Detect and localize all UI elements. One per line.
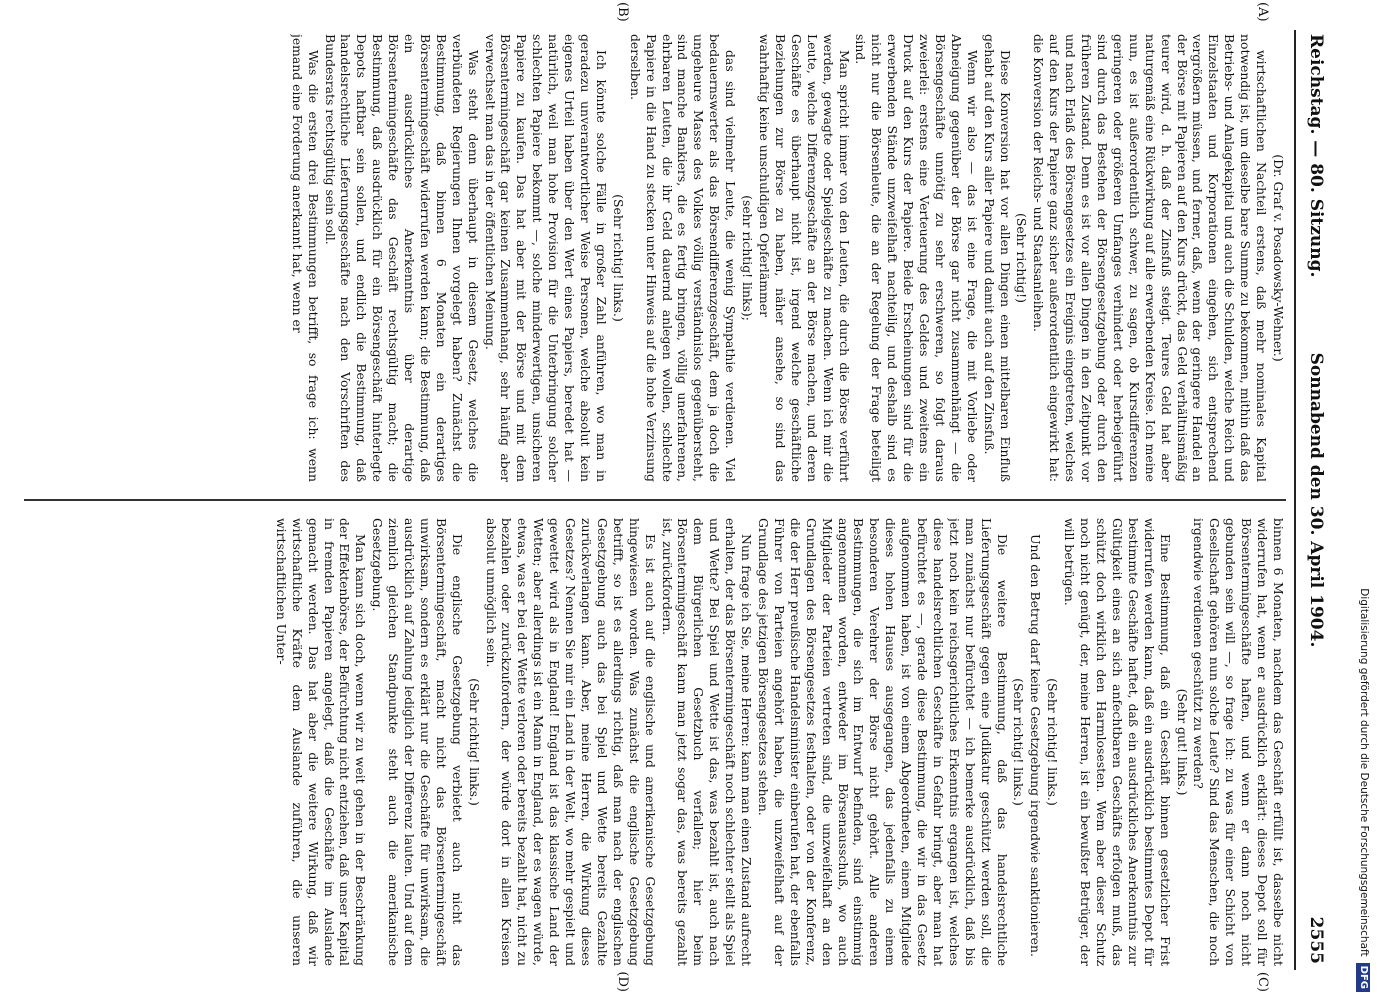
paragraph: Man spricht immer von den Leuten, die durch die Börse verführt werden, gewagte oder Spielgeschäfte zu machen. Wenn ich mir die Leute, welche Differenzgeschäfte an der Börse machen, und deren Geschäfte es überhaupt nicht ist, irgend welche geschäftliche Beziehungen zur Börse zu haben, näher ansehe, so sind das wahrhaftig keine unschuldigen Opferlämmer: [757, 34, 852, 482]
margin-mark-a: (A): [1255, 2, 1270, 22]
paragraph: Es ist auch auf die englische und amerikanische Gesetzgebung hingewiesen worden. Was zunächst die englische Gesetzgebung betrifft, so ist es allerdings richtig, daß man nach der englischen Gesetzgebung auch das bei Spiel und Wette bereits Gezahlte zurückverlangen kann. Aber, meine Herren, die Wirkung dieses Gesetzes? Nennen Sie mir ein Land in der Welt, wo mehr gespielt und gewettet wird als in England! England ist das klassische Land der Wetten; aber allerdings ist ein Mann in England, der es wagen würde, etwas, was er bei der Wette verloren oder bereits bezahlt hat, nicht zu bezahlen oder zurückzufordern, der würde dort in allen Kreisen absolut unmöglich sein.: [483, 518, 658, 966]
paragraph: Eine Bestimmung, daß ein Geschäft binnen gesetzlicher Frist widerrufen werden kann, daß ein ausdrücklich bestimmtes Depot für bestimmte Geschäfte haftet, daß ein ausdrückliches Anerkenntnis zur Gültigkeit eines an sich anfechtbaren Geschäfts erfolgen muß, das schützt doch wirklich den Harmlosesten. Wem aber dieser Schutz noch nicht genügt, der, meine Herren, ist ein bewußter Betrüger, der will betrügen.: [1062, 518, 1173, 966]
page-number: 2555: [1306, 916, 1326, 964]
paragraph: binnen 6 Monaten, nachdem das Geschäft erfüllt ist, dasselbe nicht widerrufen hat, wenn er ausdrücklich erklärt: dieses Depot soll für Börsentermingeschäfte haften, und wenn er dann noch nicht gebunden sein will —, so frage ich: zu was für einer Schicht von Gesellschaft gehören nun solche Leute? Sind das Menschen, die noch irgendwie verdienen geschützt zu werden?: [1191, 518, 1286, 966]
paragraph: Nun frage ich Sie, meine Herren: kann man einen Zustand aufrecht erhalten, der das Börsentermingeschäft noch schlechter stellt als Spiel und Wette? Bei Spiel und Wette ist das, was bezahlt ist, auch nach dem Bürgerlichen Gesetzbuch verfallen; hier beim Börsentermingeschäft kann man jetzt sogar das, was bereits gezahlt ist, zurückfordern.: [659, 518, 755, 966]
paragraph: (Sehr richtig!): [1014, 213, 1030, 303]
paragraph: Was die ersten drei Bestimmungen betrifft, so frage ich: wenn jemand eine Forderung anerkannt hat, wenn er: [289, 34, 321, 482]
paragraph: Man kann sich doch, wenn wir zu weit gehen in der Beschränkung der Effektenbörse, der Befürchtung nicht entziehen, daß unser Kapital in fremden Papieren angelegt, daß die Geschäfte im Auslande gemacht werden. Das hat aber die weitere Wirkung, daß wir wirtschaftliche Kräfte dem Auslande zuführen, die unseren wirtschaftlichen Unter-: [273, 518, 369, 966]
paragraph: Die englische Gesetzgebung verbietet auch nicht das Börsentermingeschäft, macht nicht das Börsentermingeschäft unwirksam, sondern es erklärt nur die Geschäfte für unwirksam, die ausdrücklich auf Zahlung lediglich der Differenz lauten. Und auf dem ziemlich gleichen Standpunkte steht auch die amerikanische Gesetzgebung.: [370, 518, 465, 966]
running-header: [1294, 30, 1330, 970]
paragraph: Diese Konversion hat vor allen Dingen einen mittelbaren Einfluß gehabt auf den Kurs aller Papiere und damit auch auf den Zinsfuß.: [981, 34, 1013, 482]
paragraph: Und den Betrug darf keine Gesetzgebung irgendwie sanktionieren.: [1028, 534, 1044, 957]
paragraph: (Sehr richtig! links.): [1011, 678, 1027, 806]
rotated-page: [20, 2, 1330, 992]
paragraph: Was steht denn überhaupt in diesem Gesetz, welches die verbündeten Regierungen Ihnen vorgelegt haben? Zunächst die Bestimmung, daß binnen 6 Monaten ein derartiges Börsentermingeschäft widerrufen werden kann; die Bestimmung, daß ein ausdrückliches Anerkenntnis über derartige Börsentermingeschäfte das Geschäft rechtsgültig macht; die Bestimmung, daß ausdrücklich für ein Börsengeschäft hinterlegte Depots haftbar sein sollen, und endlich die Bestimmung, daß handelsrechtliche Lieferungsgeschäfte nach den Vorschriften des Bundesrats rechtsgültig sein soll.: [322, 34, 481, 482]
column-divider: [24, 499, 1286, 501]
paragraph: das sind vielmehr Leute, die wenig Sympathie verdienen. Viel bedauernswerter als das Börsendifferenzgeschäft, dem ja doch die ungeheure Masse des Volkes völlig verständnislos gegenübersteht, sind manche Bankiers, die es fertig bringen, völlig unerfahrenen, ehrbaren Leuten, die ihr Geld dauernd anlegen wollen, schlechte Papiere in die Hand zu stecken unter Hinweis auf die hohe Verzinsung derselben.: [627, 34, 739, 482]
margin-mark-d: (D): [615, 971, 630, 992]
paragraph: Die weitere Bestimmung, daß das handelsrechtliche Lieferungsgeschäft gegen eine Judikatur geschützt werden soll, die man zunächst nur befürchtet — ich bemerke ausdrücklich, daß bis jetzt noch kein reichsgerichtliches Erkenntnis ergangen ist, welches diese handelsrechtlichen Geschäfte in Gefahr bringt, aber man hat befürchtet es —, gerade diese Bestimmung, die wir in das Gesetz aufgenommen haben, ist von einem Abgeordneten, einem Mitgliede dieses hohen Hauses ausgegangen, das jedenfalls zu einem besonderen Verehrer der Börse nicht gehört. Alle anderen Bestimmungen, die sich im Entwurf befinden, sind einstimmig angenommen worden, entweder im Börsenausschuß, wo auch Mitglieder der Parteien vertreten sind, die unzweifelhaft an den Grundlagen des Börsengesetzes festhalten, oder von der Konferenz, die der Herr preußische Handelsminister einberufen hat, der ebenfalls Führer von Parteien angehört haben, die unzweifelhaft auf der Grundlage des jetzigen Börsengesetzes stehen.: [756, 518, 1010, 966]
margin-mark-b: (B): [615, 2, 630, 22]
paragraph: wirtschaftlichen Nachteil erstens, daß mehr nominales Kapital notwendig ist, um dieselbe bare Summe zu bekommen, mithin daß das Betriebs- und Anlagekapital und auch die Schulden, welche Reich und Einzelstaaten und Korporationen eingehen, sich entsprechend vergrößern müssen, und ferner, daß, wenn der geringere Handel an der Börse mit Papieren auf den Kurs drückt, das Geld verhältnismäßig teurer wird, d. h. daß der Zinsfuß steigt. Teures Geld hat aber naturgemäß eine Rückwirkung auf alle erwerbenden Kreise. Ich meine nun, es ist außerordentlich schwer, zu sagen, ob Kursdifferenzen geringeren oder größeren Umfanges verhindert oder herbeigeführt sind durch das Bestehen der Börsengesetzgebung oder durch den früheren Zustand. Denn es ist vor allen Dingen in den Zeitpunkt vor und nach Erlaß des Börsengesetzes ein Ereignis eingetreten, welches auf den Kurs der Papiere ganz sicher außerordentlich eingewirkt hat: die Konversion der Reichs- und Staatsanleihen.: [1031, 34, 1270, 482]
paragraph: (Dr. Graf v. Posadowsky-Wehner.): [1271, 154, 1286, 362]
digitization-credit: [1352, 8, 1376, 992]
margin-mark-c: (C): [1255, 971, 1270, 992]
paragraph: (Sehr richtig! links.): [1045, 678, 1061, 806]
paragraph: (Sehr richtig! links.): [466, 678, 482, 806]
header-left: Reichstag. — 80. Sitzung.: [1306, 34, 1326, 278]
paragraph: (Sehr gut! links.): [1174, 688, 1190, 796]
paragraph: (Sehr richtig! links.): [610, 194, 626, 322]
header-date: Sonnabend den 30. April 1904.: [1306, 352, 1326, 648]
paragraph: Wenn wir also — das ist eine Frage, die mit Vorliebe oder Abneigung gegenüber der Börse gar nicht zusammenhängt — die Börsengeschäfte unnötig zu sehr erschweren, so folgt daraus zweierlei: erstens eine Verteuerung des Geldes und zweitens ein Druck auf den Kurs der Papiere. Beide Erscheinungen sind für die erwerbenden Stände unzweifelhaft nachteilig, und deshalb sind es nicht nur die Börsenleute, die an der Regelung der Frage beteiligt sind.: [853, 34, 980, 482]
credit-text: Digitalisierung gefördert durch die Deutsche Forschungsgemeinschaft: [1358, 588, 1370, 957]
paragraph: (sehr richtig! links);: [740, 195, 756, 321]
right-column: [24, 518, 1286, 966]
paragraph: Ich könnte solche Fälle in großer Zahl anführen, wo man in geradezu unverantwortlicher Weise Personen, welche absolut kein eigenes Urteil haben über den Wert eines Papiers, beredet hat — natürlich, weil man hohe Provision für die Unterbringung solcher schlechten Papiere bekommt —, solche minderwertigen, unsicheren Papiere zu kaufen. Das hat aber mit der Börse und mit dem Börsentermingeschäft gar keinen Zusammenhang, sehr häufig aber verwechselt man das in der öffentlichen Meinung.: [482, 34, 609, 482]
dfg-logo-icon: DFG: [1356, 963, 1370, 992]
left-column: [24, 34, 1286, 482]
